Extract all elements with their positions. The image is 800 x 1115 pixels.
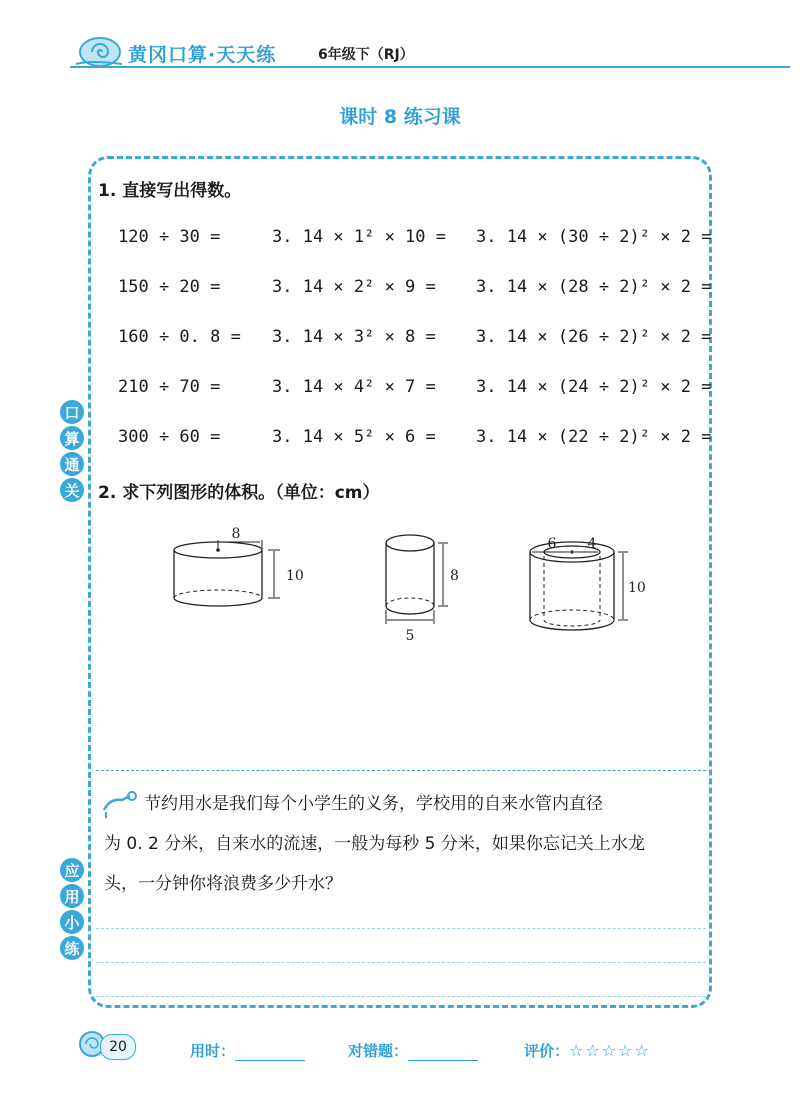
fig1-side-label: 10 — [286, 568, 304, 584]
side-tag-char: 算 — [60, 426, 84, 450]
snail-logo-icon — [70, 30, 126, 70]
side-tag-yingyong — [60, 858, 86, 960]
grade-label: 6年级下（RJ） — [318, 47, 414, 63]
problem-line-2: 为 0. 2 分米，自来水的流速，一般为每秒 5 分米，如果你忘记关上水龙 — [104, 834, 645, 854]
answer-line — [96, 928, 706, 929]
calc-item: 3. 14 × 1² × 10 = — [272, 227, 446, 247]
application-problem — [104, 784, 704, 904]
correct-label: 对错题： — [348, 1042, 409, 1060]
side-tag-char: 关 — [60, 478, 84, 502]
section1-title: 1. 直接写出得数。 — [98, 181, 242, 201]
problem-line-3: 头，一分钟你将浪费多少升水？ — [104, 874, 342, 894]
section2-title: 2. 求下列图形的体积。（单位：cm） — [98, 483, 380, 503]
calc-item: 3. 14 × (24 ÷ 2)² × 2 = — [476, 377, 712, 397]
header-rule — [70, 66, 790, 68]
calc-item: 3. 14 × 2² × 9 = — [272, 277, 436, 297]
footer-rating — [524, 1040, 651, 1061]
correct-blank[interactable] — [408, 1044, 478, 1061]
calc-item: 150 ÷ 20 = — [118, 277, 221, 297]
fig2-side-label: 8 — [450, 568, 459, 584]
calc-item: 3. 14 × (22 ÷ 2)² × 2 = — [476, 427, 712, 447]
rating-stars[interactable]: ☆☆☆☆☆ — [569, 1041, 651, 1060]
brand-title: 黄冈口算·天天练 — [128, 44, 277, 66]
fig1-top-label: 8 — [231, 526, 241, 542]
calc-item: 3. 14 × 3² × 8 = — [272, 327, 436, 347]
calc-item: 120 ÷ 30 = — [118, 227, 221, 247]
side-tag-char: 练 — [60, 936, 84, 960]
calc-item: 210 ÷ 70 = — [118, 377, 221, 397]
problem-line-1: 节约用水是我们每个小学生的义务，学校用的自来水管内直径 — [144, 794, 603, 814]
fig3-inner-label: 4 — [587, 536, 597, 552]
calc-item: 300 ÷ 60 = — [118, 427, 221, 447]
answer-line — [96, 996, 706, 997]
rating-label: 评价： — [524, 1042, 570, 1060]
side-tag-char: 口 — [60, 400, 84, 424]
fig2-bottom-label: 5 — [405, 628, 415, 644]
time-blank[interactable] — [235, 1044, 305, 1061]
time-label: 用时： — [190, 1042, 236, 1060]
side-tag-char: 应 — [60, 858, 84, 882]
hollow-cylinder-figure — [524, 532, 664, 642]
footer-correct — [348, 1040, 478, 1061]
cylinder-figure-1 — [168, 520, 308, 620]
cylinder-figure-2 — [378, 528, 478, 648]
calc-item: 3. 14 × (30 ÷ 2)² × 2 = — [476, 227, 712, 247]
side-tag-char: 通 — [60, 452, 84, 476]
calc-item: 3. 14 × 5² × 6 = — [272, 427, 436, 447]
side-tag-kousuan — [60, 400, 86, 502]
calc-item: 3. 14 × (26 ÷ 2)² × 2 = — [476, 327, 712, 347]
footer-time — [190, 1040, 305, 1061]
fig3-side-label: 10 — [628, 580, 646, 596]
page-number: 20 — [100, 1034, 136, 1060]
fig3-outer-label: 6 — [547, 536, 557, 552]
calc-item: 3. 14 × 4² × 7 = — [272, 377, 436, 397]
calc-item: 160 ÷ 0. 8 = — [118, 327, 241, 347]
section-divider — [96, 770, 706, 771]
calc-item: 3. 14 × (28 ÷ 2)² × 2 = — [476, 277, 712, 297]
side-tag-char: 用 — [60, 884, 84, 908]
side-tag-char: 小 — [60, 910, 84, 934]
answer-line — [96, 962, 706, 963]
lesson-title: 课时 8 练习课 — [339, 106, 461, 128]
